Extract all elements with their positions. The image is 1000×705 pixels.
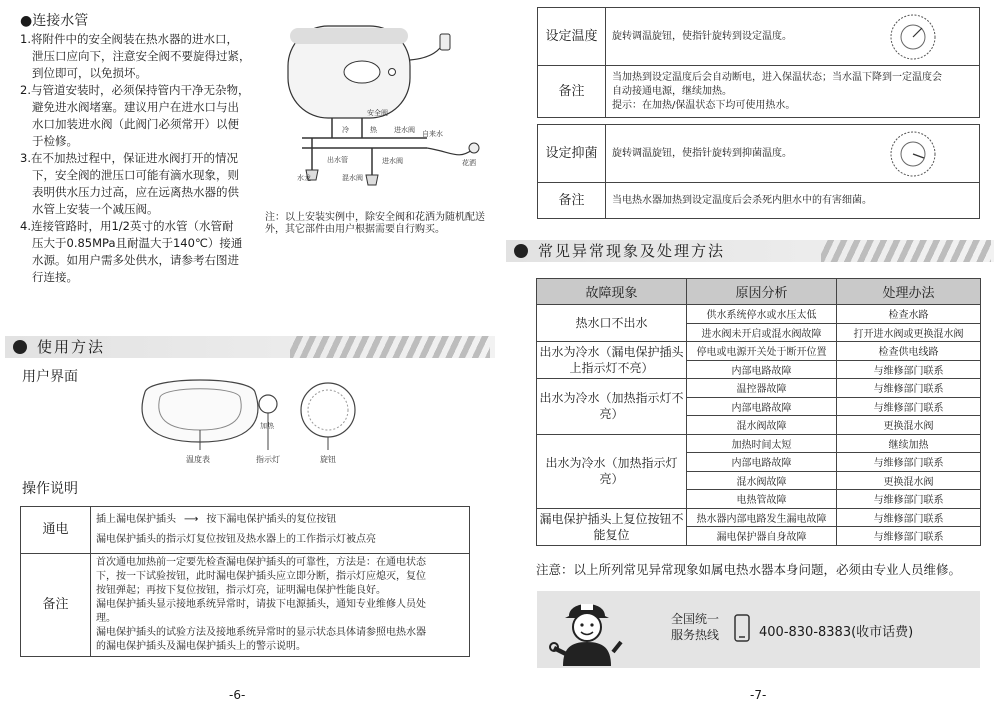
cause-cell: 混水阀故障 <box>687 471 837 490</box>
solution-cell: 与维修部门联系 <box>837 397 981 416</box>
cause-cell: 内部电路故障 <box>687 360 837 379</box>
instruction-line: 下，安全阀的泄压口可能有滴水现象，则 <box>32 168 239 182</box>
instruction-line: 到位即可，以免损坏。 <box>32 66 147 80</box>
cause-cell: 混水阀故障 <box>687 416 837 435</box>
diagram-label: 花洒 <box>462 159 476 167</box>
stripe-decoration <box>821 240 991 262</box>
solution-cell: 更换混水阀 <box>837 471 981 490</box>
sterilize-dial-icon <box>882 128 944 180</box>
diagram-label: 热 <box>370 126 377 134</box>
power-on-steps <box>91 507 470 554</box>
remark-line: 首次通电加热前一定要先检查漏电保护插头的可靠性，方法是：在通电状态 <box>96 557 426 568</box>
cause-cell: 加热时间太短 <box>687 434 837 453</box>
solution-cell: 与维修部门联系 <box>837 360 981 379</box>
notice-text: 注意：以上所列常见异常现象如属电热水器本身问题，必须由专业人员维修。 <box>536 562 962 577</box>
cause-cell: 进水阀未开启或混水阀故障 <box>687 323 837 342</box>
cause-cell: 电热管故障 <box>687 490 837 509</box>
section-title: 常见异常现象及处理方法 <box>538 242 726 260</box>
cause-cell: 内部电路故障 <box>687 453 837 472</box>
diagram-label: 冷 <box>342 126 349 134</box>
solution-cell: 与维修部门联系 <box>837 453 981 472</box>
bullet-icon <box>514 244 528 258</box>
instruction-line: 水管上安装一个减压阀。 <box>32 202 159 216</box>
cause-cell: 热水器内部电路发生漏电故障 <box>687 508 837 527</box>
remark-line: 漏电保护插头显示接地系统异常时，请拔下电源插头，通知专业维修人员处 <box>96 599 426 610</box>
instruction-line: 2.与管道安装时，必须保持管内干净无杂物， <box>20 83 250 97</box>
control-panel-diagram <box>130 372 370 467</box>
table-row <box>538 183 980 219</box>
row-head: 备注 <box>538 66 606 118</box>
hotline-number: 400-830-8383(收市话费) <box>759 625 914 640</box>
step-text: 按下漏电保护插头的复位按钮 <box>206 514 337 525</box>
stripe-decoration <box>290 336 490 358</box>
row-head: 备注 <box>538 183 606 219</box>
symptom-cell: 出水为冷水（漏电保护插头上指示灯不亮） <box>537 342 687 379</box>
table-row <box>537 342 981 361</box>
instruction-line: 4.连接管路时，用1/2英寸的水管（水管耐 <box>20 219 234 233</box>
solution-cell: 与维修部门联系 <box>837 527 981 546</box>
row-head: 设定抑菌 <box>538 125 606 183</box>
section-bar-faults <box>506 240 994 262</box>
temp-dial-icon <box>882 11 944 63</box>
connect-title: ●连接水管 <box>20 13 89 29</box>
remark-line: 按钮弹起；再按下复位按钮，指示灯亮，证明漏电保护性能良好。 <box>96 585 386 596</box>
table-row <box>538 66 980 118</box>
instruction-line: 1.将附件中的安全阀装在热水器的进水口， <box>20 32 238 46</box>
page-number: -6- <box>229 688 246 702</box>
hotline-line: 全国统一 <box>671 612 720 626</box>
symptom-cell: 热水口不出水 <box>537 305 687 342</box>
installation-diagram <box>262 20 492 210</box>
symptom-cell: 出水为冷水（加热指示灯亮） <box>537 434 687 508</box>
ui-heading: 用户界面 <box>22 369 78 385</box>
solution-cell: 检查供电线路 <box>837 342 981 361</box>
step-text: 漏电保护插头的指示灯复位按钮及热水器上的工作指示灯被点亮 <box>96 534 376 545</box>
shower-head <box>469 143 479 153</box>
cause-cell: 停电或电源开关处于断开位置 <box>687 342 837 361</box>
solution-cell: 检查水路 <box>837 305 981 324</box>
solution-cell: 与维修部门联系 <box>837 490 981 509</box>
solution-cell: 与维修部门联系 <box>837 379 981 398</box>
heater-panel <box>344 61 380 83</box>
instruction-line: 水源。如用户需多处供水，请参考右图进 <box>32 253 239 267</box>
page-number: -7- <box>750 688 767 702</box>
instruction-line: 于检修。 <box>32 134 78 148</box>
diagram-label: 出水管 <box>327 156 348 164</box>
diagram-label: 进水阀 <box>394 126 415 134</box>
table-row <box>21 554 470 657</box>
instruction-line: 压大于0.85MPa且耐温大于140℃）接通 <box>32 236 243 250</box>
cause-cell: 漏电保护器自身故障 <box>687 527 837 546</box>
symptom-cell: 漏电保护插头上复位按钮不能复位 <box>537 508 687 545</box>
knob <box>301 383 355 437</box>
solution-cell: 继续加热 <box>837 434 981 453</box>
hotline-box <box>537 591 980 668</box>
remark-text: 当电热水器加热到设定温度后会杀死内胆水中的有害细菌。 <box>606 183 980 219</box>
remark-line: 当加热到设定温度后会自动断电，进入保温状态；当水温下降到一定温度会 <box>612 71 942 83</box>
instruction-line: 表明供水压力过高，应在远离热水器的供 <box>32 185 239 199</box>
diagram-note: 注：以上安装实例中，除安全阀和花洒为随机配送外，其它部件由用户根据需要自行购买。 <box>265 212 485 235</box>
row-head: 通电 <box>21 507 91 554</box>
remark-line: 的漏电保护插头及漏电保护插头上的警示说明。 <box>96 641 306 652</box>
arrow-right-icon: ⟶ <box>184 514 199 525</box>
diagram-label: 自来水 <box>422 130 443 138</box>
diagram-label: 水龙 <box>297 174 311 182</box>
bullet-icon <box>13 340 27 354</box>
solution-cell: 与维修部门联系 <box>837 508 981 527</box>
diagram-label: 混水阀 <box>342 174 363 182</box>
table-row <box>537 508 981 527</box>
remark-line: 理。 <box>96 613 116 624</box>
ops-heading: 操作说明 <box>22 481 78 497</box>
remark-text <box>91 554 470 657</box>
column-header: 故障现象 <box>537 279 687 305</box>
repairman-icon <box>547 594 627 666</box>
remark-line: 下，按一下试验按钮，此时漏电保护插头应立即分断，指示灯应熄灭，复位 <box>96 571 426 582</box>
remark-line: 自动接通电源，继续加热。 <box>612 85 732 97</box>
setting-text: 旋转调温旋钮，使指针旋转到设定温度。 <box>606 8 980 66</box>
row-head: 设定温度 <box>538 8 606 66</box>
phone-icon <box>734 614 750 642</box>
symptom-cell: 出水为冷水（加热指示灯不亮） <box>537 379 687 435</box>
step-text: 插上漏电保护插头 <box>96 514 176 525</box>
operation-table <box>20 506 470 657</box>
row-head: 备注 <box>21 554 91 657</box>
table-row <box>21 507 470 554</box>
remark-text <box>606 66 980 118</box>
table-row <box>537 305 981 324</box>
fault-table <box>536 278 981 546</box>
section-bar-usage <box>5 336 495 358</box>
heat-label: 加热 <box>260 422 274 430</box>
hotline-line: 服务热线 <box>671 628 720 642</box>
instruction-line: 避免进水阀堵塞。建议用户在进水口与出 <box>32 100 239 114</box>
table-header-row <box>537 279 981 305</box>
section-title: 使用方法 <box>37 338 106 356</box>
thermometer-label: 温度表 <box>186 455 210 464</box>
connect-instructions <box>20 31 270 286</box>
knob-label: 旋钮 <box>320 455 336 464</box>
table-row <box>537 379 981 398</box>
column-header: 原因分析 <box>687 279 837 305</box>
leak-plug <box>440 34 450 50</box>
indicator-label: 指示灯 <box>256 455 280 464</box>
indicator-light <box>259 395 277 413</box>
instruction-line: 3.在不加热过程中，保证进水阀打开的情况 <box>20 151 238 165</box>
cause-cell: 供水系统停水或水压太低 <box>687 305 837 324</box>
solution-cell: 打开进水阀或更换混水阀 <box>837 323 981 342</box>
setting-text: 旋转调温旋钮，使指针旋转到抑菌温度。 <box>606 125 980 183</box>
cause-cell: 温控器故障 <box>687 379 837 398</box>
remark-line: 提示：在加热/保温状态下均可使用热水。 <box>612 99 796 111</box>
instruction-line: 水口加装进水阀（此阀门必须常开）以便 <box>32 117 239 131</box>
diagram-label: 进水阀 <box>382 157 403 165</box>
hotline-label <box>671 611 719 643</box>
instruction-line: 泄压口应向下，注意安全阀不要旋得过紧， <box>32 49 251 63</box>
remark-line: 漏电保护插头的试验方法及接地系统异常时的显示状态具体请参照电热水器 <box>96 627 426 638</box>
solution-cell: 更换混水阀 <box>837 416 981 435</box>
diagram-label: 安全阀 <box>367 109 388 117</box>
column-header: 处理办法 <box>837 279 981 305</box>
instruction-line: 行连接。 <box>32 270 78 284</box>
table-row <box>537 434 981 453</box>
cause-cell: 内部电路故障 <box>687 397 837 416</box>
right-page <box>500 0 1000 705</box>
